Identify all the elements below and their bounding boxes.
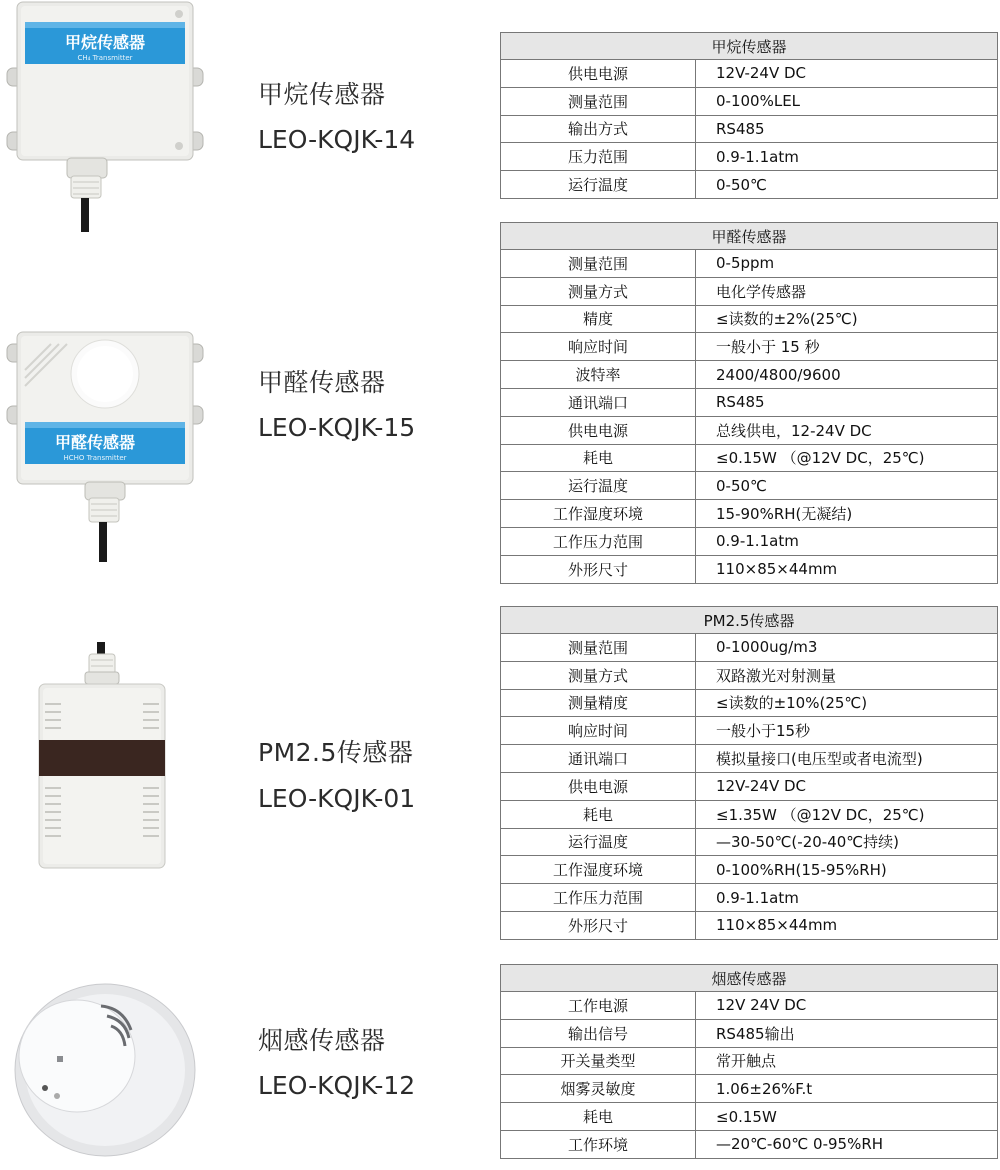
table-row <box>501 388 998 416</box>
spec-value: —30-50℃(-20-40℃持续) <box>696 828 998 856</box>
spec-value: 15-90%RH(无凝结) <box>696 500 998 528</box>
spec-label: 响应时间 <box>501 717 696 745</box>
table-row <box>501 661 998 689</box>
methane-spec-table <box>500 32 998 199</box>
table-row <box>501 527 998 555</box>
formaldehyde-product-name: 甲醛传感器 <box>258 368 386 397</box>
formaldehyde-device-sublabel: HCHO Transmitter <box>63 454 127 462</box>
spec-value: 0.9-1.1atm <box>696 884 998 912</box>
methane-table-title: 甲烷传感器 <box>501 33 998 60</box>
spec-value: 模拟量接口(电压型或者电流型) <box>696 745 998 773</box>
spec-label: 波特率 <box>501 361 696 389</box>
spec-value: RS485输出 <box>696 1019 998 1047</box>
spec-value: 电化学传感器 <box>696 277 998 305</box>
spec-label: 耗电 <box>501 800 696 828</box>
formaldehyde-sensor-image <box>5 330 205 570</box>
table-row <box>501 1103 998 1131</box>
spec-value: 0-100%LEL <box>696 87 998 115</box>
spec-value: —20℃-60℃ 0-95%RH <box>696 1130 998 1158</box>
spec-label: 耗电 <box>501 444 696 472</box>
table-row <box>501 772 998 800</box>
table-row <box>501 800 998 828</box>
spec-label: 输出方式 <box>501 115 696 143</box>
spec-value: 0-50℃ <box>696 472 998 500</box>
table-row <box>501 1130 998 1158</box>
spec-value: 总线供电，12-24V DC <box>696 416 998 444</box>
spec-label: 运行温度 <box>501 171 696 199</box>
table-row <box>501 500 998 528</box>
table-row <box>501 555 998 583</box>
product-formaldehyde <box>0 320 470 560</box>
spec-label: 工作湿度环境 <box>501 500 696 528</box>
spec-value: RS485 <box>696 115 998 143</box>
table-row <box>501 60 998 88</box>
table-row <box>501 333 998 361</box>
spec-label: 工作压力范围 <box>501 527 696 555</box>
pm25-model-number: LEO-KQJK-01 <box>258 784 416 813</box>
spec-label: 耗电 <box>501 1103 696 1131</box>
spec-value: 0-5ppm <box>696 250 998 278</box>
methane-product-name: 甲烷传感器 <box>258 80 386 109</box>
table-row <box>501 1047 998 1075</box>
formaldehyde-device-label: 甲醛传感器 <box>54 433 136 452</box>
spec-label: 测量精度 <box>501 689 696 717</box>
spec-value: 12V 24V DC <box>696 992 998 1020</box>
table-row <box>501 416 998 444</box>
spec-value: 0.9-1.1atm <box>696 143 998 171</box>
spec-label: 测量方式 <box>501 277 696 305</box>
spec-label: 响应时间 <box>501 333 696 361</box>
spec-label: 测量范围 <box>501 634 696 662</box>
product-methane <box>0 0 470 240</box>
spec-label: 外形尺寸 <box>501 555 696 583</box>
spec-value: 一般小于 15 秒 <box>696 333 998 361</box>
spec-label: 通讯端口 <box>501 745 696 773</box>
table-row <box>501 277 998 305</box>
spec-value: 2400/4800/9600 <box>696 361 998 389</box>
spec-label: 供电电源 <box>501 60 696 88</box>
spec-value: 0.9-1.1atm <box>696 527 998 555</box>
spec-value: RS485 <box>696 388 998 416</box>
spec-label: 压力范围 <box>501 143 696 171</box>
product-pm25 <box>0 640 470 880</box>
table-row <box>501 472 998 500</box>
spec-value: ≤读数的±10%(25℃) <box>696 689 998 717</box>
spec-value: 1.06±26%F.t <box>696 1075 998 1103</box>
spec-label: 测量范围 <box>501 87 696 115</box>
spec-value: 双路激光对射测量 <box>696 661 998 689</box>
table-row <box>501 828 998 856</box>
table-row <box>501 1019 998 1047</box>
table-row <box>501 171 998 199</box>
pm25-table-title: PM2.5传感器 <box>501 607 998 634</box>
table-row <box>501 856 998 884</box>
table-row <box>501 1075 998 1103</box>
spec-value: ≤读数的±2%(25℃) <box>696 305 998 333</box>
spec-value: ≤1.35W （@12V DC，25℃) <box>696 800 998 828</box>
spec-label: 输出信号 <box>501 1019 696 1047</box>
table-row <box>501 115 998 143</box>
spec-label: 工作环境 <box>501 1130 696 1158</box>
spec-value: ≤0.15W （@12V DC，25℃) <box>696 444 998 472</box>
formaldehyde-table-title: 甲醛传感器 <box>501 223 998 250</box>
spec-label: 工作压力范围 <box>501 884 696 912</box>
table-row <box>501 634 998 662</box>
spec-value: 110×85×44mm <box>696 911 998 939</box>
table-row <box>501 305 998 333</box>
table-row <box>501 689 998 717</box>
spec-label: 精度 <box>501 305 696 333</box>
pm25-spec-table <box>500 606 998 940</box>
table-row <box>501 717 998 745</box>
spec-value: 0-1000ug/m3 <box>696 634 998 662</box>
formaldehyde-spec-table <box>500 222 998 584</box>
smoke-sensor-image <box>5 970 205 1170</box>
methane-model-number: LEO-KQJK-14 <box>258 125 416 154</box>
smoke-product-name: 烟感传感器 <box>258 1026 386 1055</box>
table-row <box>501 250 998 278</box>
smoke-table-title: 烟感传感器 <box>501 965 998 992</box>
pm25-product-name: PM2.5传感器 <box>258 738 414 767</box>
pm25-sensor-image <box>5 640 205 880</box>
spec-label: 外形尺寸 <box>501 911 696 939</box>
table-row <box>501 143 998 171</box>
spec-label: 工作电源 <box>501 992 696 1020</box>
spec-label: 通讯端口 <box>501 388 696 416</box>
spec-value: 12V-24V DC <box>696 772 998 800</box>
table-row <box>501 884 998 912</box>
spec-value: 0-50℃ <box>696 171 998 199</box>
spec-value: 110×85×44mm <box>696 555 998 583</box>
formaldehyde-model-number: LEO-KQJK-15 <box>258 413 416 442</box>
table-row <box>501 745 998 773</box>
spec-value: 一般小于15秒 <box>696 717 998 745</box>
smoke-model-number: LEO-KQJK-12 <box>258 1071 416 1100</box>
methane-device-sublabel: CH₄ Transmitter <box>77 54 133 62</box>
spec-label: 测量方式 <box>501 661 696 689</box>
spec-label: 开关量类型 <box>501 1047 696 1075</box>
spec-label: 测量范围 <box>501 250 696 278</box>
spec-label: 烟雾灵敏度 <box>501 1075 696 1103</box>
spec-value: 12V-24V DC <box>696 60 998 88</box>
spec-label: 供电电源 <box>501 772 696 800</box>
table-row <box>501 444 998 472</box>
smoke-spec-table <box>500 964 998 1159</box>
spec-label: 运行温度 <box>501 828 696 856</box>
table-row <box>501 992 998 1020</box>
spec-label: 供电电源 <box>501 416 696 444</box>
product-smoke <box>0 960 470 1160</box>
table-row <box>501 87 998 115</box>
spec-label: 工作湿度环境 <box>501 856 696 884</box>
spec-value: 0-100%RH(15-95%RH) <box>696 856 998 884</box>
table-row <box>501 911 998 939</box>
methane-sensor-image <box>5 0 205 235</box>
spec-value: ≤0.15W <box>696 1103 998 1131</box>
spec-label: 运行温度 <box>501 472 696 500</box>
table-row <box>501 361 998 389</box>
spec-value: 常开触点 <box>696 1047 998 1075</box>
methane-device-label: 甲烷传感器 <box>64 33 146 52</box>
